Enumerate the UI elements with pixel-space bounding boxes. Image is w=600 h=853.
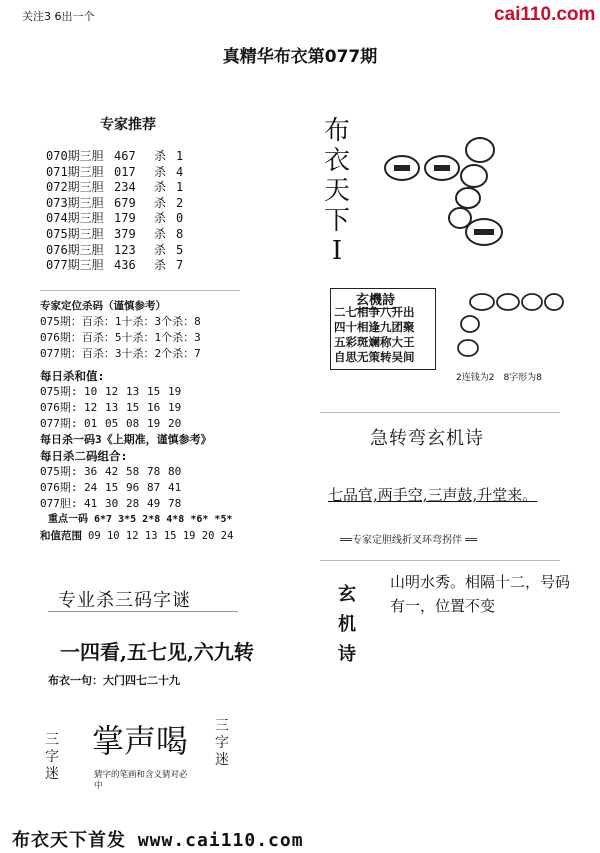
poem-title: 玄機詩 [356, 289, 395, 309]
daily-pair-row: 075期: 36 42 58 78 80 [40, 465, 182, 478]
range-row: 和值范围 09 10 12 13 15 19 20 24 [40, 530, 234, 542]
word-riddle-hint: 猜字的笔画和含义猜对必中 [94, 770, 188, 791]
divider [320, 560, 560, 561]
expert-row: 074期三胆 179 杀 0 [46, 211, 184, 226]
daily-pair-heading: 每日杀二码组合: [40, 449, 128, 463]
expert-heading: 专家推荐 [100, 117, 156, 133]
position-kill-row: 077期：百杀：3十杀：2个杀：7 [40, 347, 201, 360]
coin-icon [497, 294, 519, 310]
xuanji-text: 山明水秀。相隔十二，号码有一，位置不变 [390, 573, 571, 615]
footer: 布衣天下首发 www.cai110.com [12, 830, 304, 851]
word-riddle-main: 掌声喝 [92, 722, 189, 760]
coin-icon [458, 340, 478, 356]
expert-row: 075期三胆 379 杀 8 [46, 226, 184, 241]
poem-lines [334, 305, 415, 365]
site-logo[interactable]: cai110.com [494, 4, 596, 25]
coin-icon [461, 316, 479, 332]
daily-one-heading: 每日杀一码3《上期准，谨慎参考》 [40, 433, 212, 446]
poem-line: 二七相争八开出 [334, 305, 415, 319]
page-title: 真精华布衣第077期 [222, 47, 378, 67]
coin-figure-2 [456, 288, 566, 366]
side-label-right: 三字迷 [215, 718, 229, 768]
coin-icon [466, 138, 494, 162]
expert-row: 073期三胆 679 杀 2 [46, 195, 184, 210]
divider [48, 611, 238, 612]
coin-icon [461, 165, 487, 187]
coin-icon [470, 294, 494, 310]
coin-icon [522, 294, 542, 310]
coin-caption: 2连钱为2 8字形为8 [456, 373, 542, 383]
vertical-title: 布衣天下I [323, 116, 350, 266]
position-kill-row: 075期：百杀：1十杀：3个杀：8 [40, 315, 201, 328]
riddle-text: 一四看,五七见,六九转 [60, 640, 254, 664]
position-kill-heading: 专家定位杀码（谨慎参考） [40, 300, 166, 312]
expert-row: 077期三胆 436 杀 7 [46, 258, 184, 273]
poem-line: 自思无策转吴间 [334, 350, 415, 364]
side-label-left: 三字迷 [45, 732, 59, 782]
daily-sum-row: 075期: 10 12 13 15 19 [40, 385, 182, 398]
expert-row: 072期三胆 234 杀 1 [46, 180, 184, 195]
top-note: 关注3 6出一个 [22, 10, 95, 23]
expert-row: 070期三胆 467 杀 1 [46, 149, 184, 163]
daily-sum-row: 076期: 12 13 15 16 19 [40, 401, 182, 414]
poem-line: 四十相逢九团聚 [334, 320, 415, 334]
daily-sum-row: 077期: 01 05 08 19 20 [40, 417, 182, 430]
urgent-line: 七品官,两手空,三声鼓,升堂来。 [328, 486, 538, 504]
daily-sum-heading: 每日杀和值: [40, 369, 105, 383]
daily-pair-block [40, 432, 233, 544]
xuanji-label: 玄机诗 [338, 584, 356, 665]
expert-row: 071期三胆 017 杀 4 [46, 164, 184, 179]
position-kill-block [40, 298, 201, 432]
daily-pair-row: 077胆: 41 30 28 49 78 [40, 497, 182, 510]
daily-pair-row: 076期: 24 15 96 87 41 [40, 481, 182, 494]
kill-three-heading: 专业杀三码字谜 [58, 590, 191, 611]
urgent-title: 急转弯玄机诗 [370, 428, 484, 449]
expert-list [46, 149, 196, 274]
coin-figure-1 [380, 126, 510, 256]
divider [40, 290, 240, 291]
expert-bar: ══专家定胆线折叉环弯拐伴 ══ [340, 535, 478, 546]
focus-row: 重点一码 6*7 3*5 2*8 4*8 *6* *5* [48, 514, 233, 525]
riddle-note: 布衣一句：大门四七二十九 [48, 674, 180, 687]
expert-row: 076期三胆 123 杀 5 [46, 242, 184, 257]
coin-icon [545, 294, 563, 310]
position-kill-row: 076期：百杀：5十杀：1个杀：3 [40, 331, 201, 344]
divider [320, 412, 560, 413]
coin-icon [456, 188, 480, 208]
poem-line: 五彩斑斓称大王 [334, 335, 415, 349]
